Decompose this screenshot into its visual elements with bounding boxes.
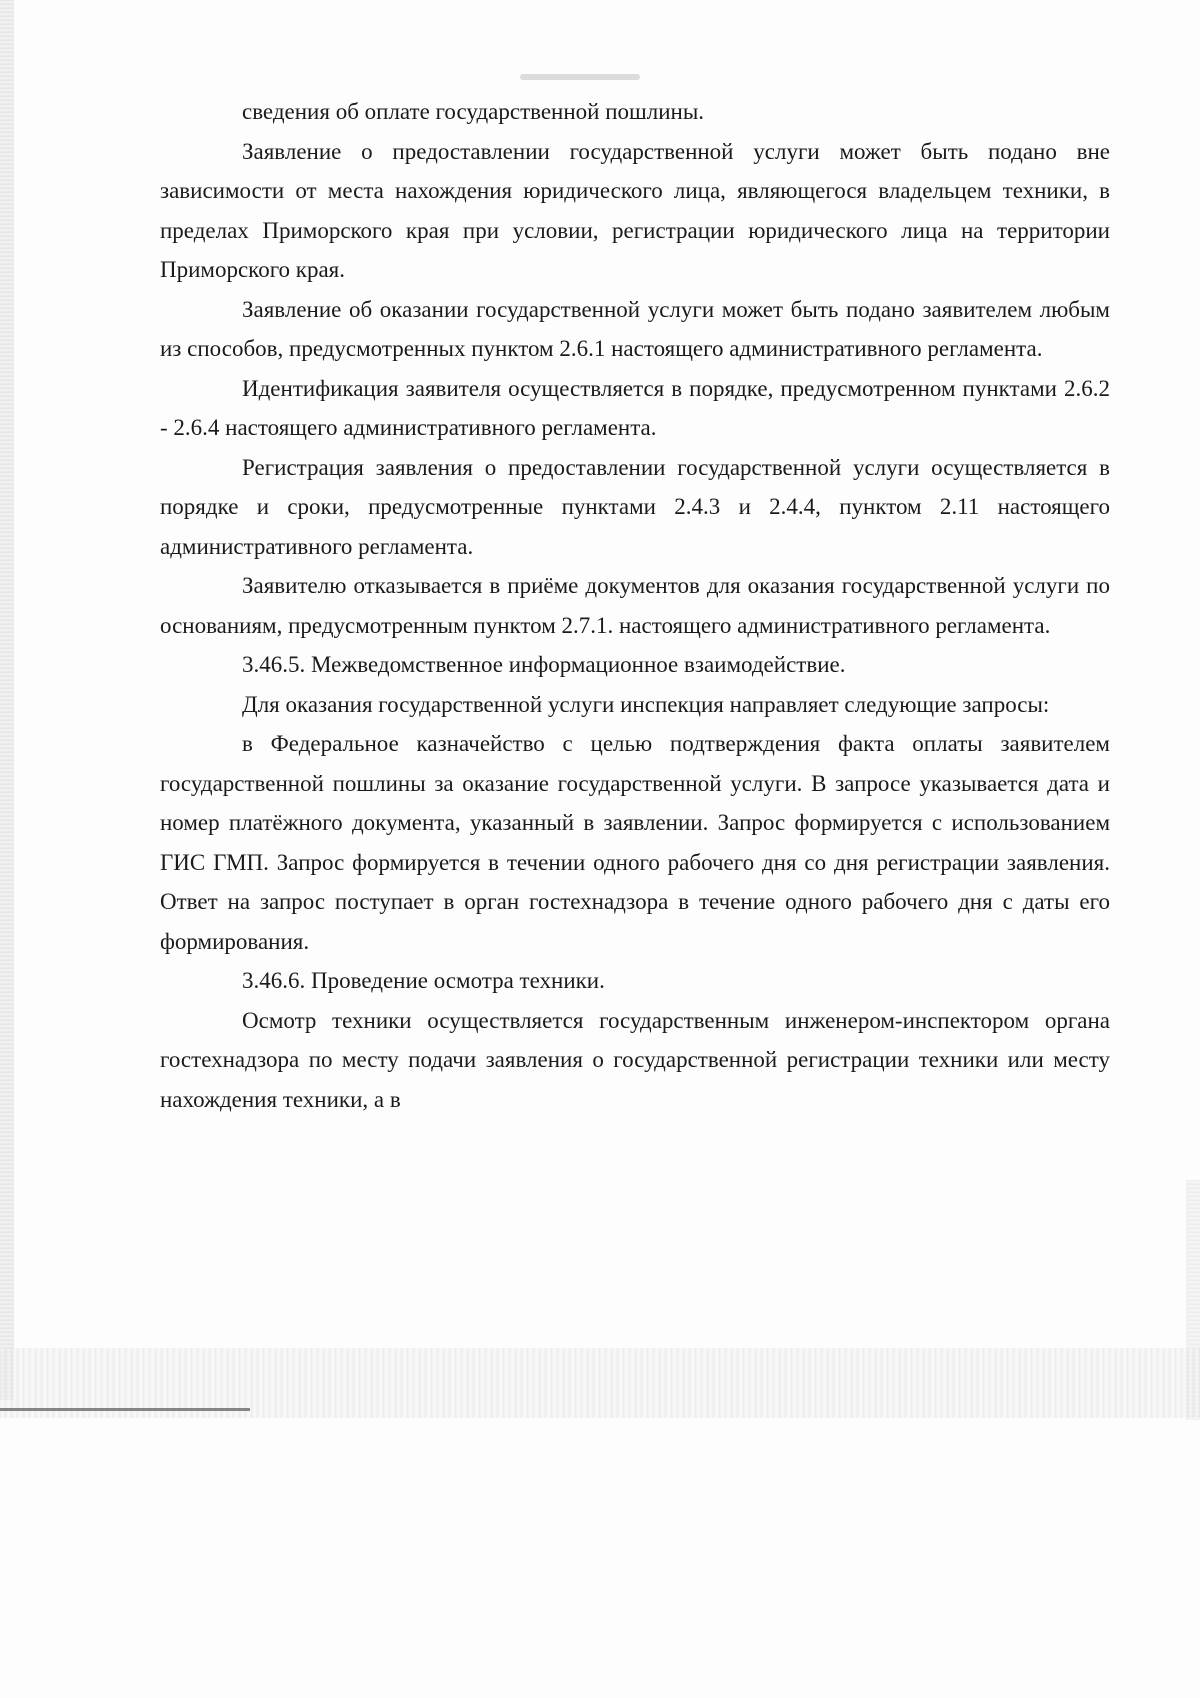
paragraph: Заявление об оказании государственной услуги может быть подано заявителем любым из способов, предусмотренных пунктом 2.6.1 настоящего административного регламента.: [160, 296, 1110, 361]
scan-shadow-line: [0, 1408, 250, 1411]
section-heading: 3.46.5. Межведомственное информационное взаимодействие.: [242, 652, 846, 677]
paragraph: сведения об оплате государственной пошлины.: [242, 99, 705, 124]
paragraph: Регистрация заявления о предоставлении государственной услуги осуществляется в порядке и сроки, предусмотренные пунктами 2.4.3 и 2.4.4, пунктом 2.11 настоящего административного регламента.: [160, 454, 1110, 559]
paragraph: Идентификация заявителя осуществляется в порядке, предусмотренном пунктами 2.6.2 - 2.6.4 настоящего административного регламента.: [160, 375, 1110, 440]
paragraph: Осмотр техники осуществляется государственным инженером-инспектором органа гостехнадзора по месту подачи заявления о государственной регистрации техники или месту нахождения техники, а в: [160, 1007, 1110, 1112]
paragraph: Заявление о предоставлении государственной услуги может быть подано вне зависимости от места нахождения юридического лица, являющегося владельцем техники, в пределах Приморского края при условии, регистрации юридического лица на территории Приморского края.: [160, 138, 1110, 282]
section-heading: 3.46.6. Проведение осмотра техники.: [242, 968, 605, 993]
document-body: [160, 92, 1110, 1119]
scan-smudge: [520, 74, 640, 80]
paragraph: Заявителю отказывается в приёме документов для оказания государственной услуги по основаниям, предусмотренным пунктом 2.7.1. настоящего административного регламента.: [160, 573, 1110, 638]
paragraph: в Федеральное казначейство с целью подтверждения факта оплаты заявителем государственной пошлины за оказание государственной услуги. В запросе указывается дата и номер платёжного документа, указанный в заявлении. Запрос формируется с использованием ГИС ГМП. Запрос формируется в течении одного рабочего дня со дня регистрации заявления. Ответ на запрос поступает в орган гостехнадзора в течение одного рабочего дня с даты его формирования.: [160, 731, 1110, 954]
paragraph: Для оказания государственной услуги инспекция направляет следующие запросы:: [242, 691, 1050, 717]
scan-edge-left: [0, 0, 14, 1400]
